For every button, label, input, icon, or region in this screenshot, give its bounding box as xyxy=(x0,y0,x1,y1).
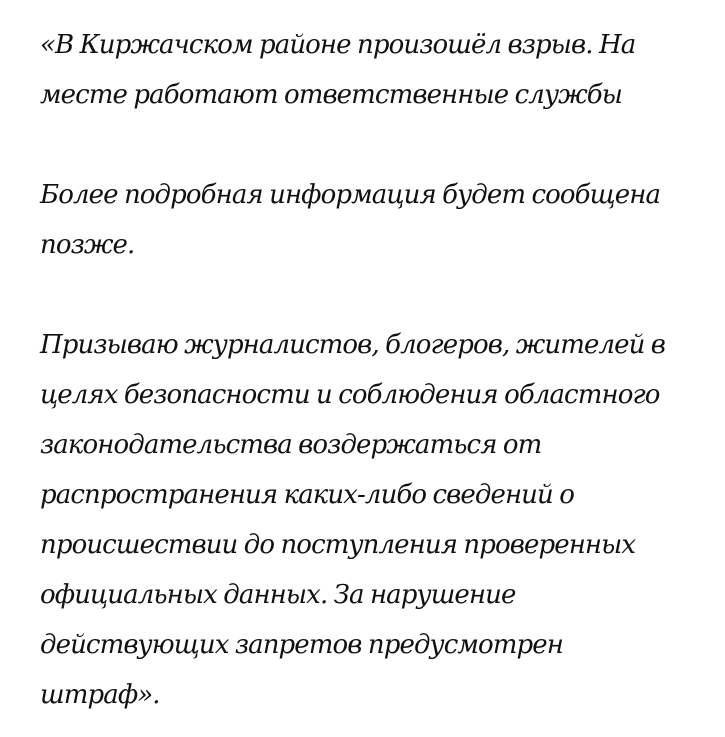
paragraph-line: целях безопасности и соблюдения областного xyxy=(40,380,660,410)
paragraph-line: Более подробная информация будет сообщена xyxy=(40,180,661,210)
paragraph-line: распространения каких-либо сведений о xyxy=(40,480,574,510)
quote-text-block xyxy=(40,20,720,720)
paragraph-line: законодательства воздержаться от xyxy=(40,430,542,460)
paragraph-line: официальных данных. За нарушение xyxy=(40,580,516,610)
paragraph-line: штраф». xyxy=(40,680,160,710)
paragraph-line: «В Киржачском районе произошёл взрыв. На xyxy=(40,30,636,60)
paragraph-line: происшествии до поступления проверенных xyxy=(40,530,636,560)
paragraph-3 xyxy=(40,320,720,720)
paragraph-line: действующих запретов предусмотрен xyxy=(40,630,564,660)
paragraph-line: позже. xyxy=(40,230,135,260)
paragraph-line: Призываю журналистов, блогеров, жителей в xyxy=(40,330,666,360)
paragraph-1 xyxy=(40,20,720,120)
paragraph-line: месте работают ответственные службы xyxy=(40,80,623,110)
paragraph-2 xyxy=(40,170,720,270)
